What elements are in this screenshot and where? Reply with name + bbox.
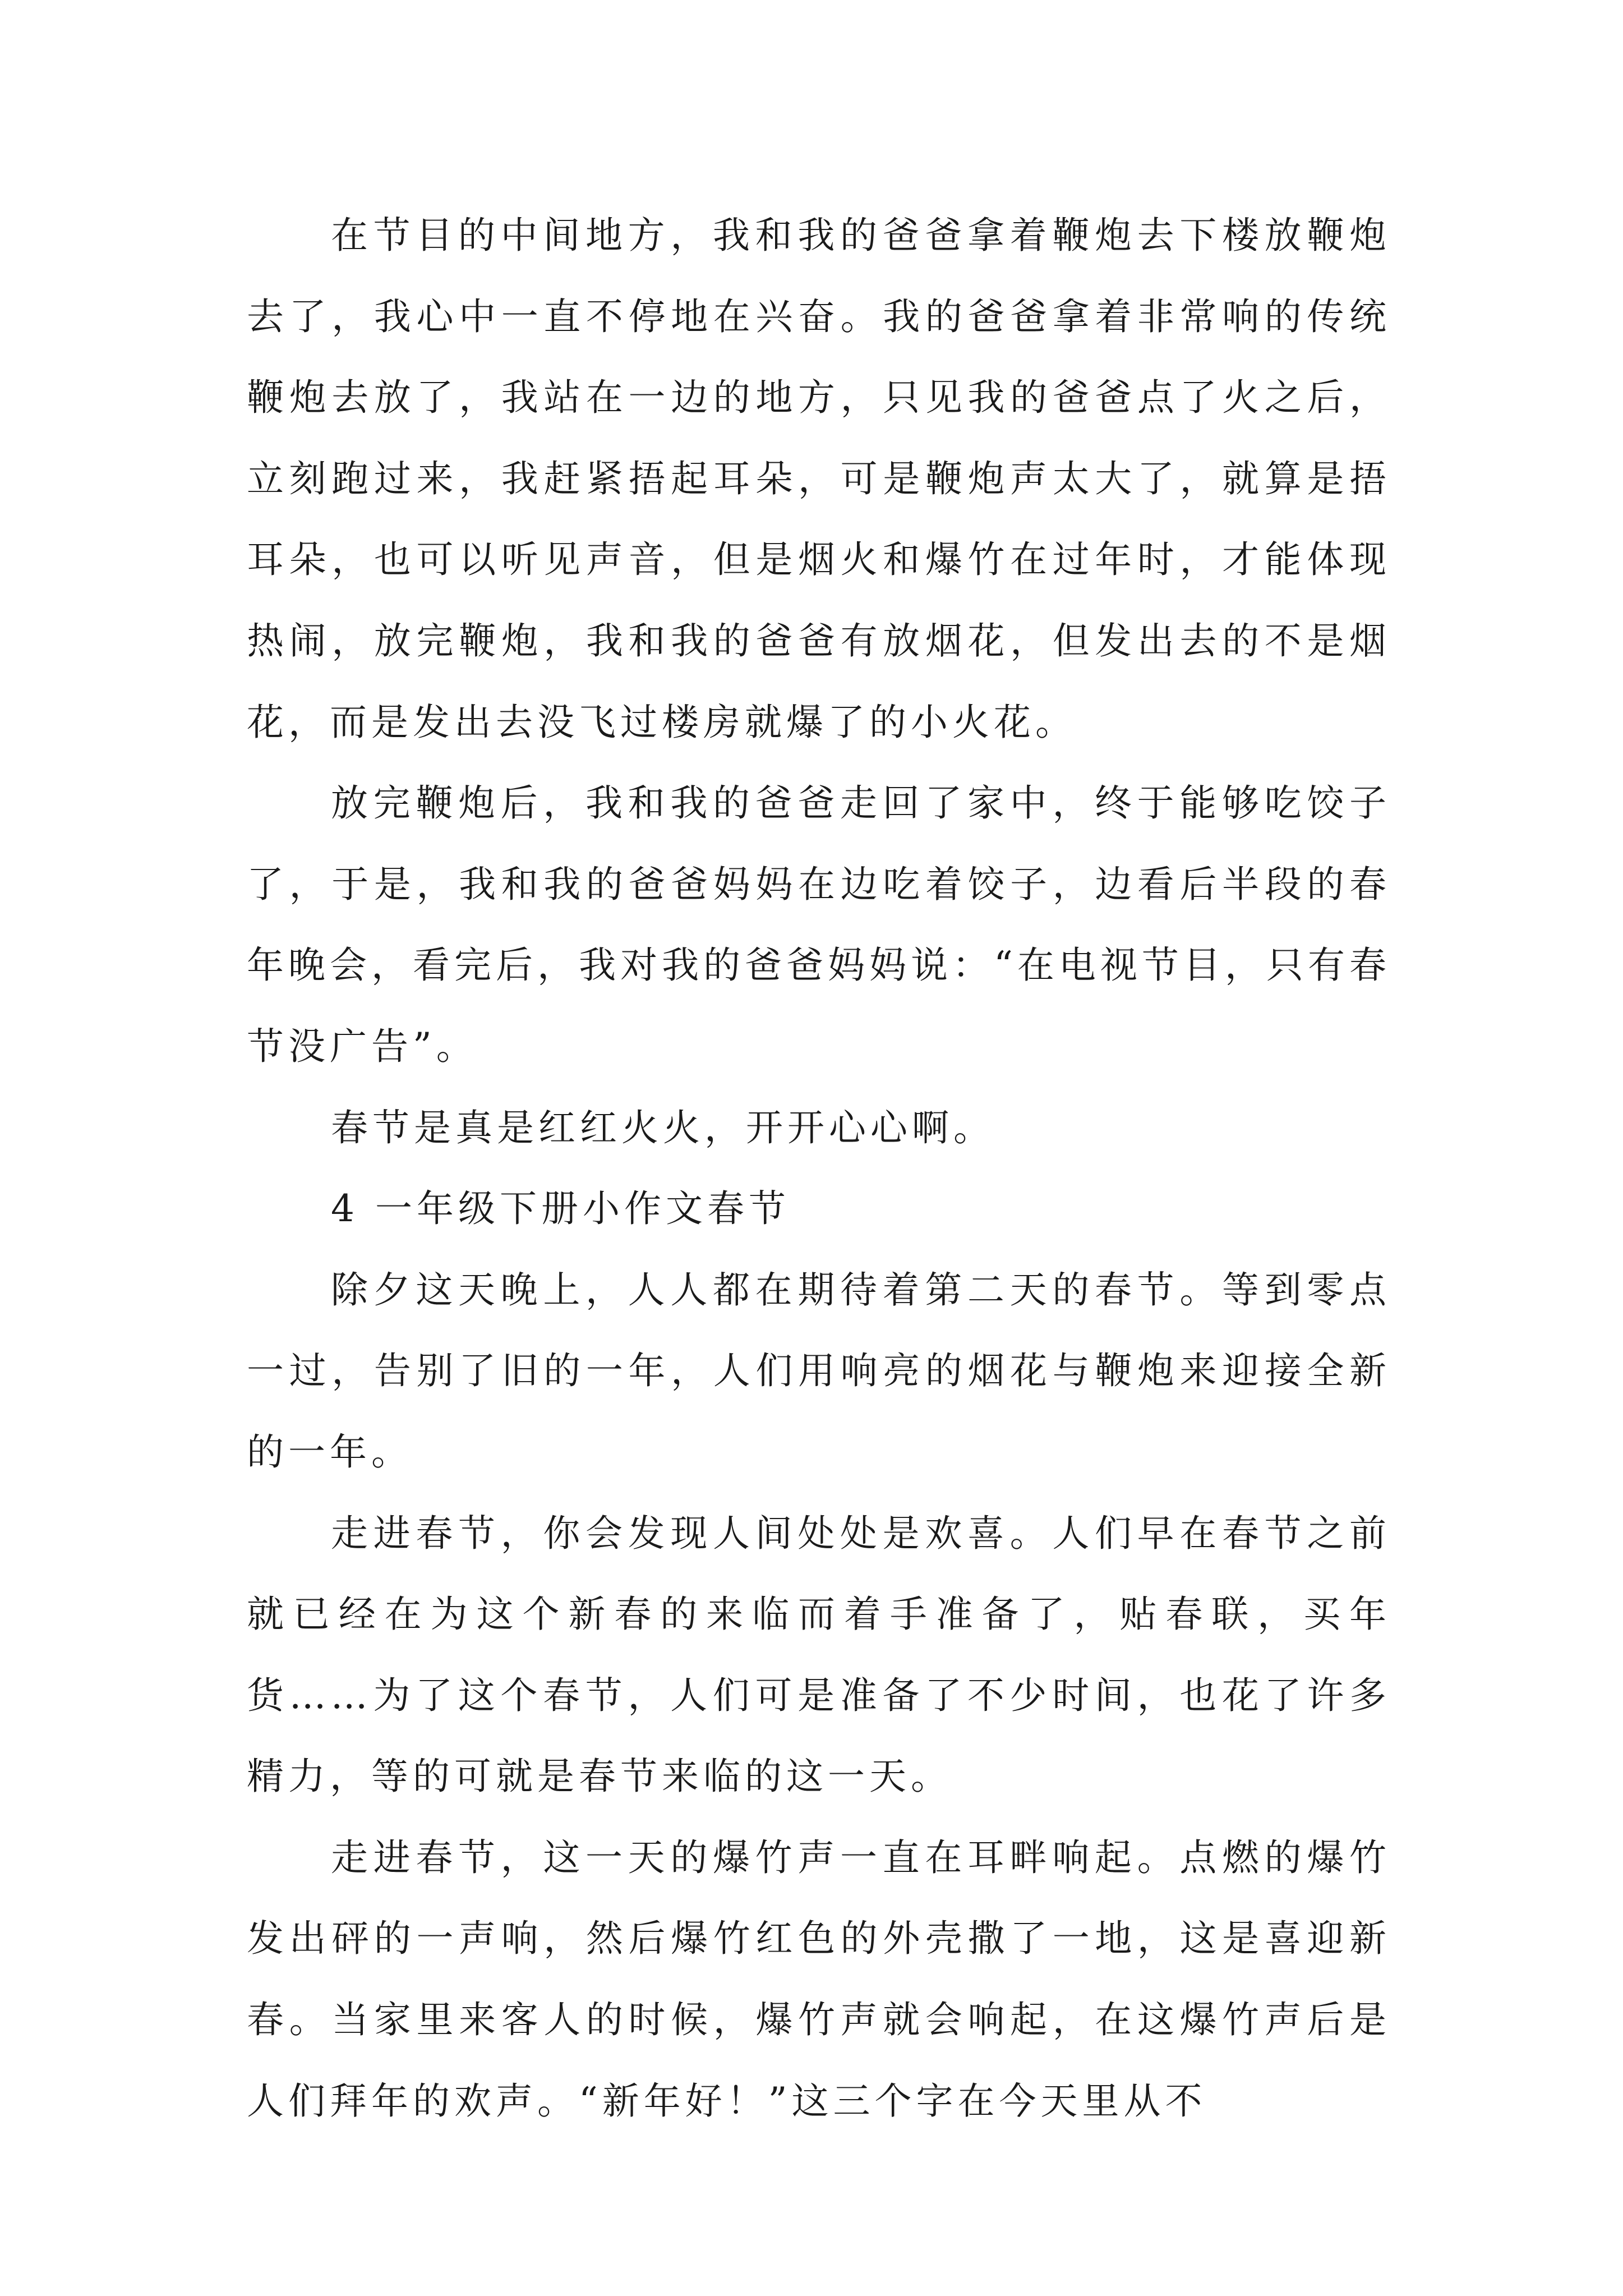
section-heading: 4 一年级下册小作文春节 bbox=[331, 1187, 790, 1231]
paragraph-firecrackers: 在节目的中间地方，我和我的爸爸拿着鞭炮去下楼放鞭炮去了，我心中一直不停地在兴奋。我的爸爸拿着非常响的传统鞭炮去放了，我站在一边的地方，只见我的爸爸点了火之后，立刻跑过来，我赶紧捂起耳朵，可是鞭炮声太大了，就算是捂耳朵，也可以听见声音，但是烟火和爆竹在过年时，才能体现热闹，放完鞭炮，我和我的爸爸有放烟花，但发出去的不是烟花，而是发出去没飞过楼房就爆了的小火花。 bbox=[247, 214, 1391, 744]
paragraph-conclusion: 春节是真是红红火火，开开心心啊。 bbox=[331, 1106, 995, 1149]
paragraph-preparation: 走进春节，你会发现人间处处是欢喜。人们早在春节之前就已经在为这个新春的来临而着手准备了，贴春联，买年货……为了这个春节，人们可是准备了不少时间，也花了许多精力，等的可就是春节来临的这一天。 bbox=[247, 1511, 1391, 1798]
paragraph-firecracker-sound: 走进春节，这一天的爆竹声一直在耳畔响起。点燃的爆竹发出砰的一声响，然后爆竹红色的外壳撒了一地，这是喜迎新春。当家里来客人的时候，爆竹声就会响起，在这爆竹声后是人们拜年的欢声。“新年好！”这三个字在今天里从不 bbox=[247, 1835, 1391, 2123]
paragraph-new-year-eve: 除夕这天晚上，人人都在期待着第二天的春节。等到零点一过，告别了旧的一年，人们用响亮的烟花与鞭炮来迎接全新的一年。 bbox=[247, 1268, 1391, 1474]
document-body bbox=[247, 195, 1391, 2142]
paragraph-dumplings: 放完鞭炮后，我和我的爸爸走回了家中，终于能够吃饺子了，于是，我和我的爸爸妈妈在边吃着饺子，边看后半段的春年晚会，看完后，我对我的爸爸妈妈说：“在电视节目，只有春节没广告”。 bbox=[247, 781, 1391, 1068]
